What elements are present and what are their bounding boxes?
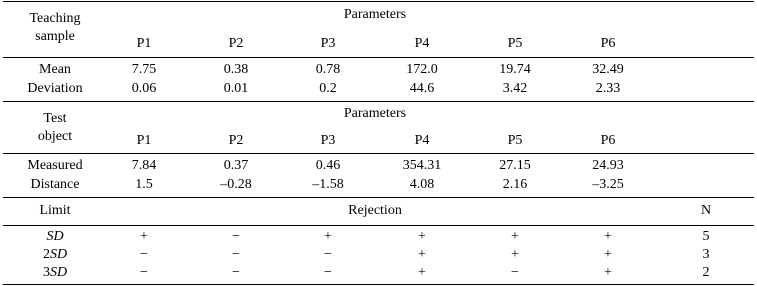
test-label-line1: Test — [43, 111, 67, 126]
deviation-p5: 3.42 — [502, 81, 528, 96]
limit-3sd — [43, 265, 67, 281]
distance-p3: –1.58 — [312, 177, 344, 192]
rejection-cell: − — [232, 265, 240, 280]
mean-p3: 0.78 — [315, 62, 341, 77]
rejection-cell: + — [511, 229, 519, 244]
measured-p2: 0.37 — [223, 158, 249, 173]
rejection-cell: − — [232, 229, 240, 244]
n-header: N — [700, 203, 712, 218]
n-cell: 2 — [702, 265, 710, 280]
distance-p5: 2.16 — [502, 177, 528, 192]
rejection-cell: − — [140, 265, 148, 280]
param-header-p3: P3 — [320, 36, 336, 51]
rejection-header: Rejection — [348, 203, 402, 218]
mean-p5: 19.74 — [499, 62, 531, 77]
test-label-line2: object — [37, 129, 73, 144]
limit-header: Limit — [39, 203, 71, 218]
distance-label: Distance — [30, 177, 80, 192]
distance-p2: –0.28 — [220, 177, 252, 192]
rejection-cell: − — [232, 247, 240, 262]
limit-sd-symbol: SD — [49, 265, 68, 280]
rejection-cell: + — [140, 229, 148, 244]
param-header-p5: P5 — [507, 133, 523, 148]
rule-5 — [3, 225, 754, 226]
distance-p1: 1.5 — [135, 177, 153, 192]
rejection-cell: + — [324, 229, 332, 244]
limit-sd-symbol: SD — [49, 247, 68, 262]
mean-label: Mean — [39, 62, 71, 77]
param-header-p4: P4 — [414, 36, 430, 51]
deviation-p1: 0.06 — [131, 81, 157, 96]
teaching-label-line2: sample — [35, 29, 75, 44]
rejection-cell: − — [324, 247, 332, 262]
rule-4 — [3, 197, 754, 198]
limit-sd-symbol: SD — [46, 229, 64, 244]
limit-2sd — [43, 247, 67, 263]
deviation-p6: 2.33 — [595, 81, 621, 96]
param-header-p2: P2 — [228, 36, 244, 51]
param-header-p2: P2 — [228, 133, 244, 148]
rule-2 — [3, 101, 754, 102]
deviation-p2: 0.01 — [223, 81, 249, 96]
mean-p1: 7.75 — [131, 62, 157, 77]
distance-p4: 4.08 — [409, 177, 435, 192]
param-header-p6: P6 — [600, 36, 616, 51]
parameters-title-2: Parameters — [343, 106, 407, 121]
measured-p4: 354.31 — [402, 158, 442, 173]
rejection-cell: − — [140, 247, 148, 262]
param-header-p4: P4 — [414, 133, 430, 148]
rule-3 — [3, 153, 754, 154]
param-header-p5: P5 — [507, 36, 523, 51]
n-cell: 3 — [702, 247, 710, 262]
param-header-p1: P1 — [136, 36, 152, 51]
param-header-p1: P1 — [136, 133, 152, 148]
rule-top — [3, 1, 754, 2]
rejection-cell: + — [604, 265, 612, 280]
distance-p6: –3.25 — [592, 177, 624, 192]
rejection-cell: + — [418, 265, 426, 280]
limit-sd — [46, 229, 63, 245]
param-header-p3: P3 — [320, 133, 336, 148]
mean-p6: 32.49 — [592, 62, 624, 77]
measured-p6: 24.93 — [592, 158, 624, 173]
mean-p2: 0.38 — [223, 62, 249, 77]
deviation-label: Deviation — [27, 81, 83, 96]
measured-p1: 7.84 — [131, 158, 157, 173]
rejection-cell: − — [324, 265, 332, 280]
param-header-p6: P6 — [600, 133, 616, 148]
rejection-cell: + — [418, 229, 426, 244]
measured-label: Measured — [27, 158, 83, 173]
teaching-label-line1: Teaching — [29, 11, 81, 26]
limit-prefix: 3 — [42, 265, 50, 280]
rule-bottom — [3, 284, 754, 285]
rejection-cell: + — [604, 247, 612, 262]
n-cell: 5 — [702, 229, 710, 244]
mean-p4: 172.0 — [406, 62, 438, 77]
limit-prefix: 2 — [42, 247, 50, 262]
measured-p3: 0.46 — [315, 158, 341, 173]
rejection-cell: + — [511, 247, 519, 262]
rejection-cell: + — [418, 247, 426, 262]
rule-1 — [3, 57, 754, 58]
parameters-title: Parameters — [343, 7, 407, 22]
rejection-cell: + — [604, 229, 612, 244]
rejection-cell: − — [511, 265, 519, 280]
deviation-p4: 44.6 — [409, 81, 435, 96]
measured-p5: 27.15 — [499, 158, 531, 173]
deviation-p3: 0.2 — [319, 81, 337, 96]
